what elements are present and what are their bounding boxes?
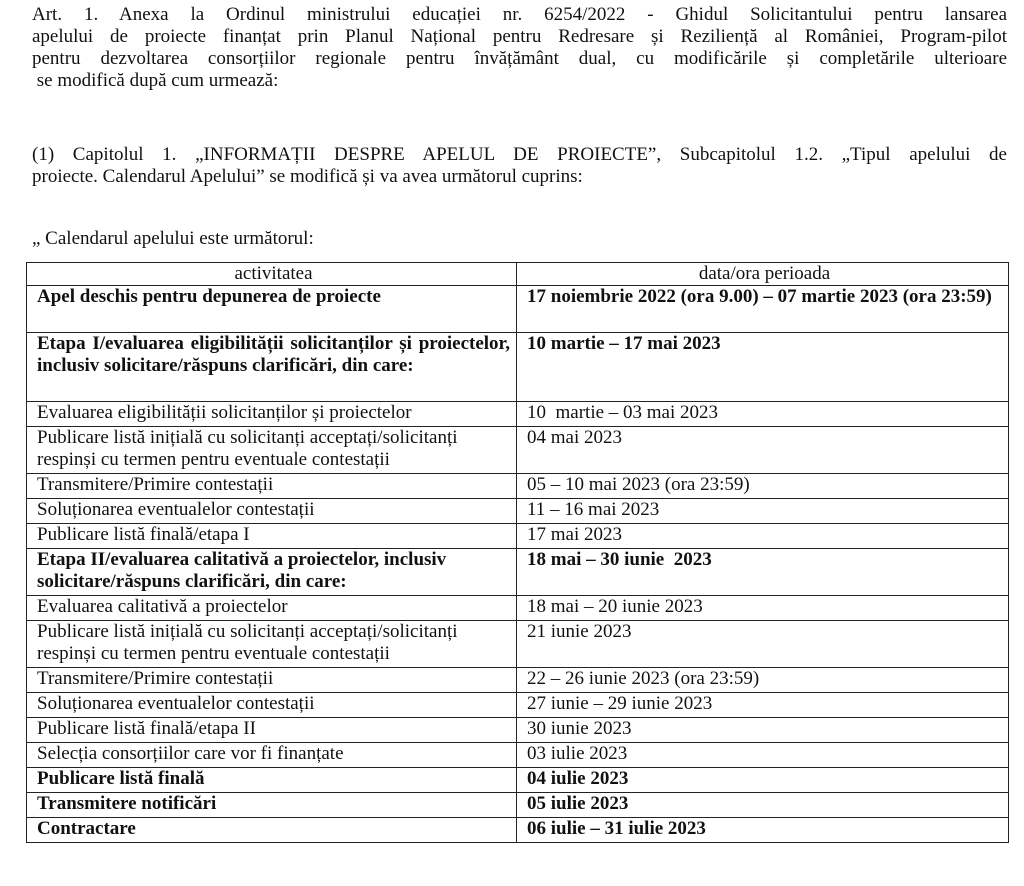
period-cell: 05 iulie 2023 [517, 793, 1009, 818]
article-line: se modifică după cum urmează: [32, 70, 279, 91]
period-cell: 04 iulie 2023 [517, 768, 1009, 793]
period-cell: 10 martie – 17 mai 2023 [517, 333, 1009, 402]
activity-cell: Evaluarea calitativă a proiectelor [27, 596, 517, 621]
activity-cell: Contractare [27, 818, 517, 843]
calendar-intro: „ Calendarul apelului este următorul: [32, 228, 314, 249]
activity-cell: Transmitere/Primire contestații [27, 668, 517, 693]
activity-cell: Transmitere notificări [27, 793, 517, 818]
modification-line: (1) Capitolul 1. „INFORMAȚII DESPRE APELUL DE PROIECTE”, Subcapitolul 1.2. „Tipul apelului de [32, 144, 1007, 165]
table-row [27, 549, 1009, 596]
table-row [27, 818, 1009, 843]
period-cell: 17 mai 2023 [517, 524, 1009, 549]
activity-cell: Publicare listă finală [27, 768, 517, 793]
activity-cell: Transmitere/Primire contestații [27, 474, 517, 499]
article-line: apelului de proiecte finanțat prin Planul Național pentru Redresare și Reziliență al României, Program-pilot [32, 26, 1007, 47]
period-cell: 11 – 16 mai 2023 [517, 499, 1009, 524]
activity-cell: Selecția consorțiilor care vor fi finanțate [27, 743, 517, 768]
table-row [27, 621, 1009, 668]
activity-cell: Publicare listă inițială cu solicitanți acceptați/solicitanți respinși cu termen pentru eventuale contestații [27, 621, 517, 668]
period-cell: 30 iunie 2023 [517, 718, 1009, 743]
table-row [27, 333, 1009, 402]
period-cell: 18 mai – 30 iunie 2023 [517, 549, 1009, 596]
period-cell: 03 iulie 2023 [517, 743, 1009, 768]
activity-cell: Apel deschis pentru depunerea de proiecte [27, 286, 517, 333]
table-row [27, 524, 1009, 549]
table-row [27, 718, 1009, 743]
period-cell: 27 iunie – 29 iunie 2023 [517, 693, 1009, 718]
period-cell: 05 – 10 mai 2023 (ora 23:59) [517, 474, 1009, 499]
period-cell: 17 noiembrie 2022 (ora 9.00) – 07 martie 2023 (ora 23:59) [517, 286, 1009, 333]
activity-cell: Etapa I/evaluarea eligibilității solicitanților și proiectelor, inclusiv solicitare/răspuns clarificări, din care: [27, 333, 517, 402]
activity-cell: Publicare listă finală/etapa I [27, 524, 517, 549]
activity-cell: Publicare listă inițială cu solicitanți acceptați/solicitanți respinși cu termen pentru eventuale contestații [27, 427, 517, 474]
table-row [27, 596, 1009, 621]
article-line: pentru dezvoltarea consorțiilor regionale pentru învățământ dual, cu modificările și completările ulterioare [32, 48, 1007, 69]
table-row [27, 693, 1009, 718]
activity-cell: Soluționarea eventualelor contestații [27, 499, 517, 524]
article-paragraph [32, 4, 1007, 92]
table-row [27, 286, 1009, 333]
period-cell: 22 – 26 iunie 2023 (ora 23:59) [517, 668, 1009, 693]
modification-line: proiecte. Calendarul Apelului” se modifică și va avea următorul cuprins: [32, 166, 583, 187]
period-cell: 10 martie – 03 mai 2023 [517, 402, 1009, 427]
table-row [27, 402, 1009, 427]
activity-cell: Soluționarea eventualelor contestații [27, 693, 517, 718]
header-period: data/ora perioada [517, 263, 1009, 286]
table-row [27, 499, 1009, 524]
period-cell: 21 iunie 2023 [517, 621, 1009, 668]
table-row [27, 768, 1009, 793]
period-cell: 06 iulie – 31 iulie 2023 [517, 818, 1009, 843]
table-row [27, 743, 1009, 768]
table-row [27, 427, 1009, 474]
table-row [27, 793, 1009, 818]
calendar-table [26, 262, 1009, 843]
article-line: Art. 1. Anexa la Ordinul ministrului educației nr. 6254/2022 - Ghidul Solicitantului pentru lansarea [32, 4, 1007, 25]
header-activity: activitatea [27, 263, 517, 286]
table-row [27, 668, 1009, 693]
modification-paragraph [32, 144, 1007, 188]
activity-cell: Publicare listă finală/etapa II [27, 718, 517, 743]
activity-cell: Evaluarea eligibilității solicitanților și proiectelor [27, 402, 517, 427]
period-cell: 04 mai 2023 [517, 427, 1009, 474]
table-row [27, 474, 1009, 499]
activity-cell: Etapa II/evaluarea calitativă a proiectelor, inclusiv solicitare/răspuns clarificări, din care: [27, 549, 517, 596]
table-header-row [27, 263, 1009, 286]
period-cell: 18 mai – 20 iunie 2023 [517, 596, 1009, 621]
